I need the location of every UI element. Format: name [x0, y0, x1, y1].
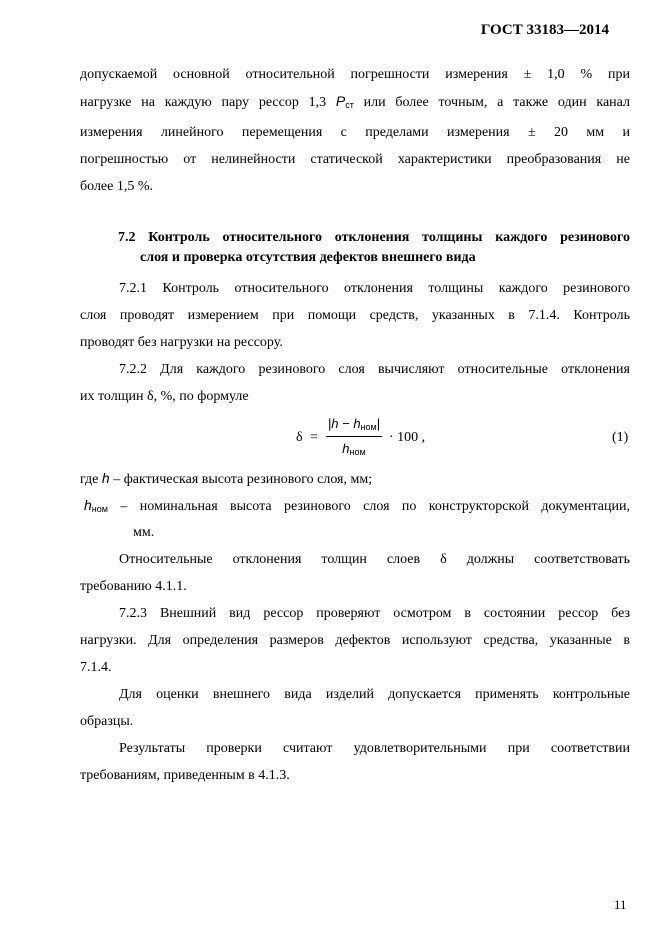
text-span: нагрузке на каждую пару рессор 1,3: [80, 95, 336, 110]
formula-fraction: [326, 414, 382, 459]
text-line: допускаемой основной относительной погрешности измерения ± 1,0 % при: [80, 67, 630, 82]
paragraph-relative: [80, 546, 630, 600]
text-line: 7.2.3 Внешний вид рессор проверяют осмотром в состоянии рессор без: [119, 606, 630, 621]
numerator-text: |h − h: [327, 416, 361, 431]
text-line: 7.2.2 Для каждого резинового слоя вычисляют относительные отклонения: [119, 362, 630, 377]
symbol-h: h: [101, 470, 110, 486]
text-line: более 1,5 %.: [80, 179, 154, 194]
numerator-bar: |: [376, 416, 381, 431]
text-span: – фактическая высота резинового слоя, мм;: [109, 472, 373, 487]
text-span: – номинальная высота резинового слоя по конструкторской документации,: [107, 499, 630, 514]
paragraph-7-2-2: [80, 356, 630, 410]
subscript: ст: [345, 100, 354, 110]
standard-header: ГОСТ 33183—2014: [480, 22, 609, 38]
formula-numerator: [326, 414, 382, 434]
text-line: образцы.: [80, 714, 134, 729]
paragraph-evaluation: [80, 681, 630, 735]
formula-1: [296, 414, 456, 460]
heading-line: слоя и проверка отсутствия дефектов внешнего вида: [140, 250, 476, 265]
formula-equals: =: [310, 430, 318, 445]
text-line: требованиям, приведенным в 4.1.3.: [80, 768, 290, 783]
where-line-3: мм.: [133, 525, 155, 540]
text-span: или более точным, а также один канал: [353, 95, 630, 110]
section-heading: [118, 228, 630, 268]
text-line: 7.1.4.: [80, 660, 112, 675]
denominator-text: h: [342, 441, 350, 456]
text-line: нагрузки. Для определения размеров дефектов используют средства, указанные в: [80, 633, 630, 648]
text-span: где: [80, 472, 102, 487]
subscript: ном: [91, 504, 108, 514]
paragraph-results: [80, 735, 630, 789]
where-line-1: [80, 465, 372, 493]
symbol-p: P: [335, 93, 346, 109]
formula-denominator: [326, 439, 382, 459]
heading-line: 7.2 Контроль относительного отклонения толщины каждого резинового: [118, 230, 630, 245]
text-line: [80, 88, 630, 119]
page-number: 11: [614, 897, 627, 912]
text-line: Относительные отклонения толщин слоев δ должны соответствовать: [119, 552, 630, 567]
paragraph-continuation: [80, 61, 630, 200]
paragraph-7-2-3: [80, 600, 630, 681]
formula-delta: δ: [296, 430, 303, 445]
subscript: ном: [349, 447, 366, 457]
text-line: 7.2.1 Контроль относительного отклонения толщины каждого резинового: [119, 281, 630, 296]
formula-multiplier: · 100 ,: [389, 430, 426, 445]
paragraph-7-2-1: [80, 275, 630, 356]
symbol-h: h: [84, 497, 92, 513]
where-line-2: [84, 492, 630, 523]
text-line: слоя проводят измерением при помощи средств, указанных в 7.1.4. Контроль: [80, 308, 630, 323]
text-line: требованию 4.1.1.: [80, 579, 187, 594]
text-line: их толщин δ, %, по формуле: [80, 389, 249, 404]
formula-number: (1): [612, 430, 629, 445]
text-line: погрешностью от нелинейности статической характеристики преобразования не: [80, 152, 630, 167]
text-line: измерения линейного перемещения с пределами измерения ± 20 мм и: [80, 125, 630, 140]
subscript: ном: [360, 422, 377, 432]
text-line: Для оценки внешнего вида изделий допускается применять контрольные: [119, 687, 630, 702]
text-line: Результаты проверки считают удовлетворительными при соответствии: [119, 741, 630, 756]
fraction-bar: [326, 436, 382, 437]
text-line: проводят без нагрузки на рессору.: [80, 335, 283, 350]
